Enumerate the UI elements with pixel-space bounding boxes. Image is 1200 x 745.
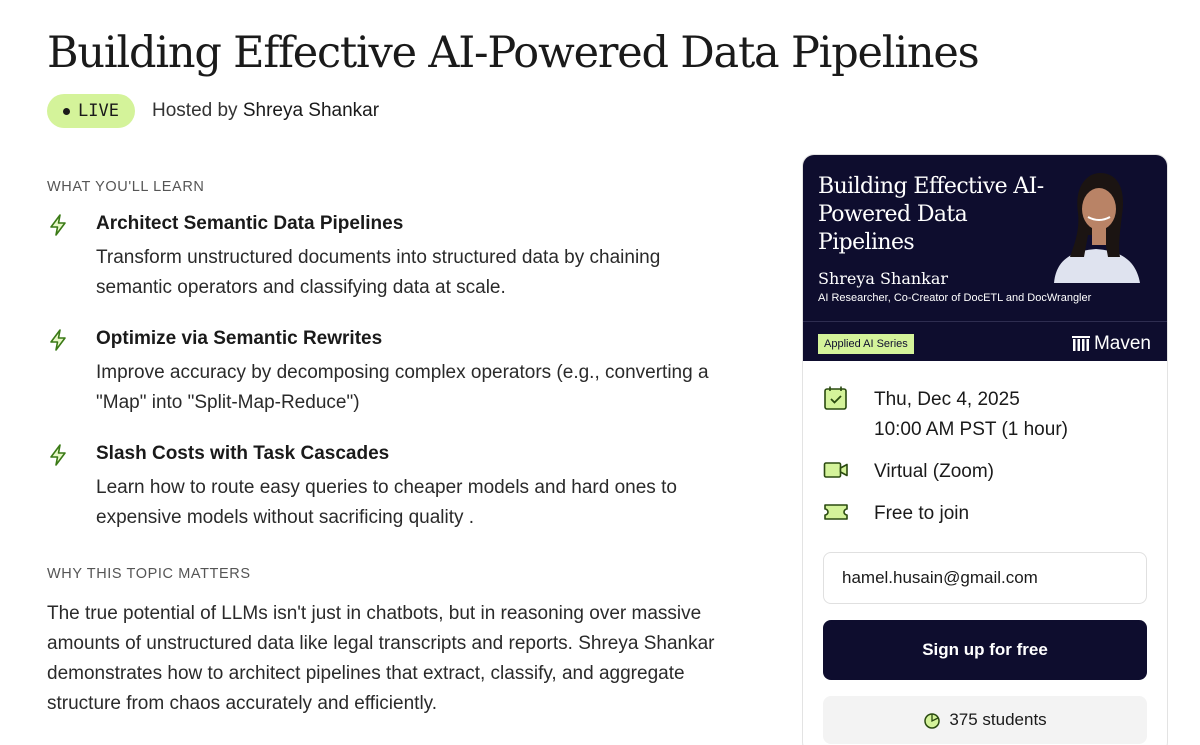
banner-speaker-role: AI Researcher, Co-Creator of DocETL and DocWrangler (818, 292, 1092, 304)
why-text: The true potential of LLMs isn't just in chatbots, but in reasoning over massive amounts of unstructured data like legal transcripts and reports. Shreya Shankar demonstrates how to architect pipelines that extract, classify, and aggregate structure from chaos accurately and efficiently. (47, 603, 715, 714)
maven-logo (1072, 333, 1151, 355)
host-name[interactable]: Shreya Shankar (242, 100, 380, 121)
why-section-label: WHY THIS TOPIC MATTERS (47, 566, 251, 582)
learn-item (47, 213, 737, 303)
maven-brand-text: Maven (1093, 333, 1151, 354)
series-badge: Applied AI Series (818, 334, 914, 354)
lightning-icon (47, 443, 69, 467)
event-location: Virtual (Zoom) (874, 461, 995, 482)
students-count (823, 696, 1147, 744)
signup-button[interactable]: Sign up for free (823, 620, 1147, 680)
students-label: 375 students (949, 710, 1047, 729)
host-row (47, 94, 379, 128)
date-row (823, 385, 1068, 445)
location-row (823, 457, 994, 487)
maven-columns-icon (1072, 335, 1090, 353)
learn-item (47, 328, 737, 418)
live-dot-icon (63, 108, 70, 115)
price-row (823, 499, 969, 529)
learn-item-description: Learn how to route easy queries to cheaper models and hard ones to expensive models without sacrificing quality . (96, 477, 677, 528)
live-label: LIVE (78, 101, 119, 121)
learn-item-description: Improve accuracy by decomposing complex operators (e.g., converting a "Map" into "Split-Map-Reduce") (96, 362, 709, 413)
banner-speaker-name: Shreya Shankar (818, 269, 949, 288)
speaker-photo (1048, 165, 1144, 283)
lightning-icon (47, 328, 69, 352)
hosted-prefix: Hosted by (152, 100, 238, 121)
email-field[interactable] (823, 552, 1147, 604)
learn-item-title: Architect Semantic Data Pipelines (96, 213, 404, 234)
learn-item-title: Slash Costs with Task Cascades (96, 443, 390, 464)
event-date: Thu, Dec 4, 2025 (874, 389, 1020, 410)
banner-divider (803, 321, 1168, 322)
ticket-icon (823, 499, 849, 525)
learn-section-label: WHAT YOU'LL LEARN (47, 179, 205, 195)
hosted-by (152, 100, 379, 122)
event-time: 10:00 AM PST (1 hour) (874, 419, 1068, 440)
event-banner (803, 155, 1168, 361)
learn-item (47, 443, 737, 533)
banner-title: Building Effective AI-Powered Data Pipelines (818, 174, 1044, 255)
lightning-icon (47, 213, 69, 237)
progress-circle-icon (923, 711, 941, 729)
calendar-check-icon (823, 385, 849, 411)
learn-item-description: Transform unstructured documents into structured data by chaining semantic operators and classifying data at scale. (96, 247, 661, 298)
page-title: Building Effective AI-Powered Data Pipelines (47, 28, 979, 78)
event-price: Free to join (874, 503, 970, 524)
learn-item-title: Optimize via Semantic Rewrites (96, 328, 383, 349)
event-card (802, 154, 1168, 745)
video-camera-icon (823, 457, 849, 483)
live-badge (47, 94, 135, 128)
